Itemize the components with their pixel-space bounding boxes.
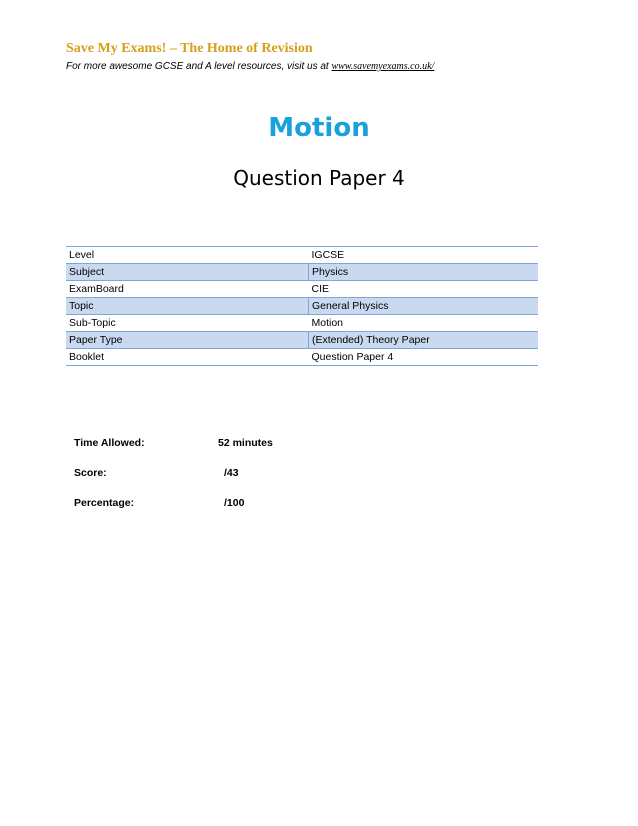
row-value: (Extended) Theory Paper (309, 332, 539, 349)
table-row (66, 264, 538, 281)
row-value: IGCSE (311, 249, 345, 261)
time-allowed-value: 52 minutes (218, 437, 273, 449)
row-value: Physics (309, 264, 539, 281)
row-label: Booklet (69, 351, 105, 363)
row-label: Level (69, 249, 95, 261)
page-header (66, 40, 586, 73)
table-row (66, 349, 538, 366)
time-allowed-label: Time Allowed: (74, 437, 145, 449)
row-label: ExamBoard (69, 283, 124, 295)
header-subtitle-text: For more awesome GCSE and A level resources, visit us at (66, 61, 332, 72)
row-label: Subject (66, 264, 309, 281)
header-subtitle (66, 60, 586, 73)
row-value: Motion (311, 317, 344, 329)
percentage-value: /100 (224, 497, 245, 509)
website-link[interactable]: www.savemyexams.co.uk/ (331, 61, 435, 72)
row-label: Sub-Topic (69, 317, 116, 329)
row-label: Topic (66, 298, 309, 315)
table-row (66, 298, 538, 315)
table-row (66, 247, 538, 264)
table-row (66, 281, 538, 298)
info-table (66, 246, 538, 366)
percentage-label: Percentage: (74, 497, 135, 509)
table-row (66, 315, 538, 332)
row-label: Paper Type (66, 332, 309, 349)
score-label: Score: (74, 467, 107, 479)
header-title: Save My Exams! – The Home of Revision (66, 41, 313, 56)
document-title: Motion (268, 113, 370, 143)
row-value: General Physics (309, 298, 539, 315)
row-value: CIE (311, 283, 330, 295)
table-row (66, 332, 538, 349)
score-value: /43 (224, 467, 239, 479)
row-value: Question Paper 4 (311, 351, 394, 363)
document-subtitle: Question Paper 4 (233, 166, 405, 190)
